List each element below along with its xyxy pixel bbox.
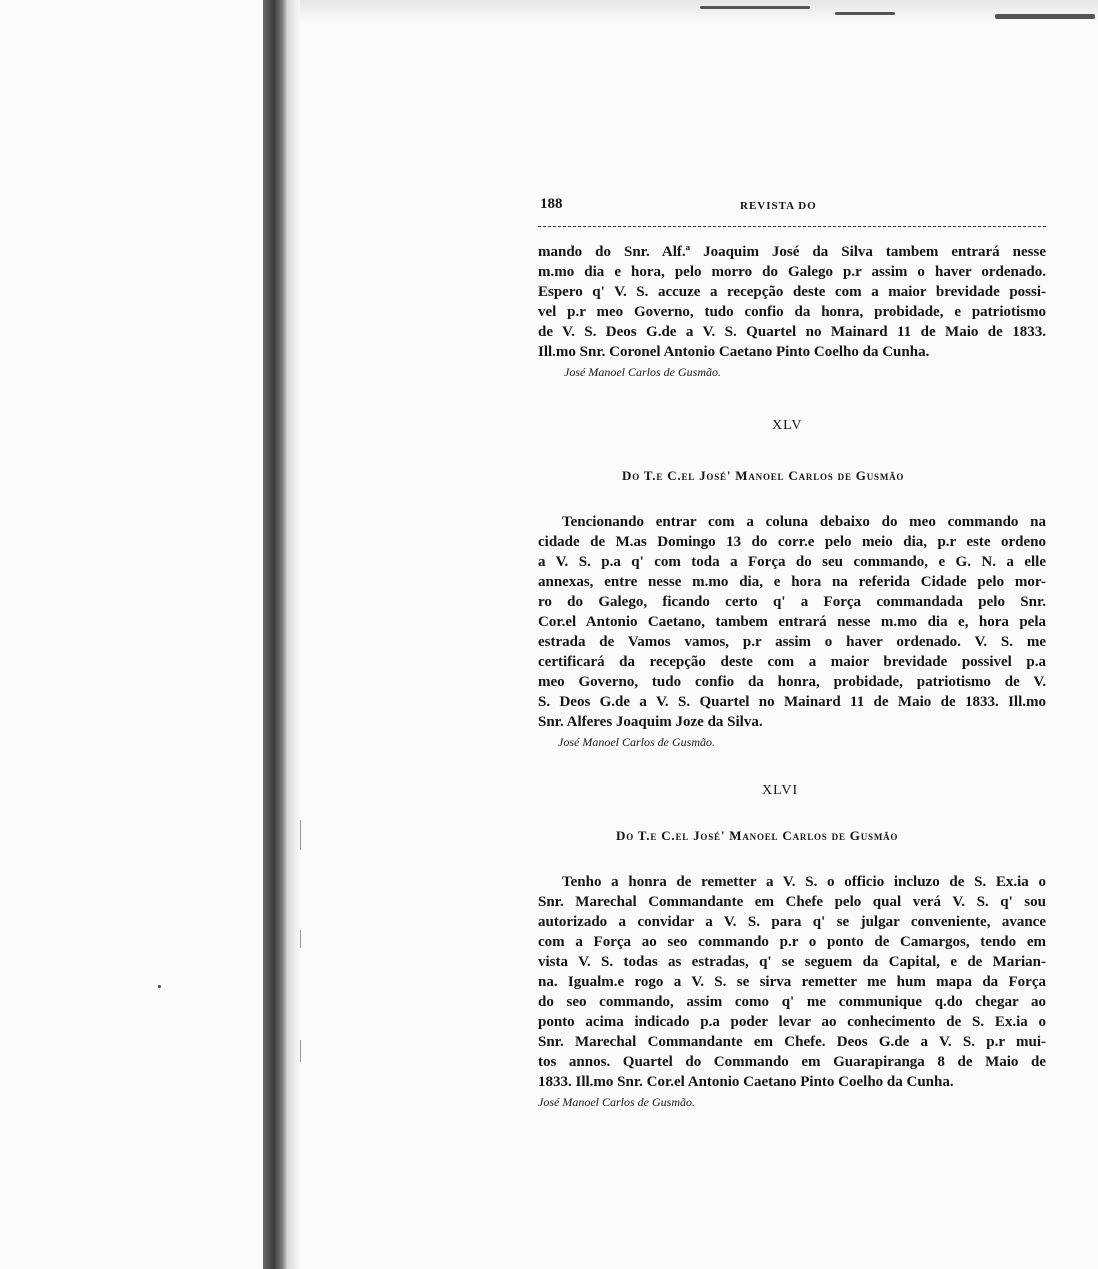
text-line: ro do Galego, ficando certo q' a Força commandada pelo Snr. (538, 594, 1046, 610)
text-line: vista V. S. todas as estradas, q' se seguem da Capital, e de Marian- (538, 954, 1046, 970)
text-line: vel p.r meo Governo, tudo confio da honra, probidade, e patriotismo (538, 304, 1046, 320)
text-line: mando do Snr. Alf.ª Joaquim José da Silva tambem entrará nesse (538, 244, 1046, 260)
text-line: na. Igualm.e rogo a V. S. se sirva remetter me hum mapa da Força (538, 974, 1046, 990)
letter-numeral: XLV (772, 418, 803, 433)
signature: José Manoel Carlos de Gusmão. (558, 735, 715, 749)
text-line: Snr. Marechal Commandante em Chefe. Deos G.de a V. S. p.r mui- (538, 1034, 1046, 1050)
text-line: a V. S. p.a q' com toda a Força do seu commando, e G. N. a elle (538, 554, 1046, 570)
text-line: estrada de Vamos vamos, p.r assim o haver ordenado. V. S. me (538, 634, 1046, 650)
letter-heading: Do T.e C.el José' Manoel Carlos de Gusmão (622, 468, 905, 483)
letter-body (538, 872, 1046, 1112)
letter-continuation (538, 242, 1046, 382)
ink-speck (158, 985, 161, 988)
signature: José Manoel Carlos de Gusmão. (538, 1095, 695, 1109)
text-line: ponto acima indicado p.a poder levar ao conhecimento de S. Ex.ia o (538, 1014, 1046, 1030)
text-line: autorizado a convidar a V. S. para q' se julgar conveniente, avance (538, 914, 1046, 930)
text-line: Cor.el Antonio Caetano, tambem entrará nesse m.mo dia e, hora pela (538, 614, 1046, 630)
text-line: Espero q' V. S. accuze a recepção deste com a maior brevidade possi- (538, 284, 1046, 300)
text-line: 1833. Ill.mo Snr. Cor.el Antonio Caetano Pinto Coelho da Cunha. (538, 1074, 954, 1090)
text-line: Snr. Marechal Commandante em Chefe pelo qual verá V. S. q' sou (538, 894, 1046, 910)
text-line: de V. S. Deos G.de a V. S. Quartel no Mainard 11 de Maio de 1833. (538, 324, 1046, 340)
top-edge-smudge (300, 0, 1098, 22)
edge-mark (300, 1040, 301, 1062)
binding-gutter (263, 0, 287, 1269)
text-line: annexas, entre nesse m.mo dia, e hora na referida Cidade pelo mor- (538, 574, 1046, 590)
page-number: 188 (540, 196, 563, 212)
edge-mark (300, 930, 301, 948)
text-line: Tenho a honra de remetter a V. S. o officio incluzo de S. Ex.ia o (562, 874, 1046, 890)
signature: José Manoel Carlos de Gusmão. (564, 365, 721, 379)
letter-heading: Do T.e C.el José' Manoel Carlos de Gusmão (616, 828, 899, 843)
text-line: certificará da recepção deste com a maior brevidade possivel p.a (538, 654, 1046, 670)
running-head: REVISTA DO (740, 200, 817, 212)
text-line: S. Deos G.de a V. S. Quartel no Mainard 11 de Maio de 1833. Ill.mo (538, 694, 1046, 710)
top-edge-stroke (995, 14, 1095, 19)
letter-body (538, 512, 1046, 752)
top-edge-stroke (700, 6, 810, 9)
text-line: meo Governo, tudo confio da honra, probidade, patriotismo de V. (538, 674, 1046, 690)
header-rule (538, 226, 1046, 227)
text-line: m.mo dia e hora, pelo morro do Galego p.r assim o haver ordenado. (538, 264, 1046, 280)
text-line: cidade de M.as Domingo 13 do corr.e pelo meio dia, p.r este ordeno (538, 534, 1046, 550)
text-line: do seo commando, assim como q' me communique q.do chegar ao (538, 994, 1046, 1010)
text-line: Snr. Alferes Joaquim Joze da Silva. (538, 714, 763, 730)
text-line: Ill.mo Snr. Coronel Antonio Caetano Pinto Coelho da Cunha. (538, 344, 930, 360)
edge-mark (300, 820, 301, 850)
text-line: Tencionando entrar com a coluna debaixo do meo commando na (562, 514, 1046, 530)
letter-numeral: XLVI (762, 783, 799, 798)
top-edge-stroke (835, 12, 895, 15)
gutter-shadow (287, 0, 301, 1269)
text-line: tos annos. Quartel do Commando em Guarapiranga 8 de Maio de (538, 1054, 1046, 1070)
text-line: com a Força ao seo commando p.r o ponto de Camargos, tendo em (538, 934, 1046, 950)
